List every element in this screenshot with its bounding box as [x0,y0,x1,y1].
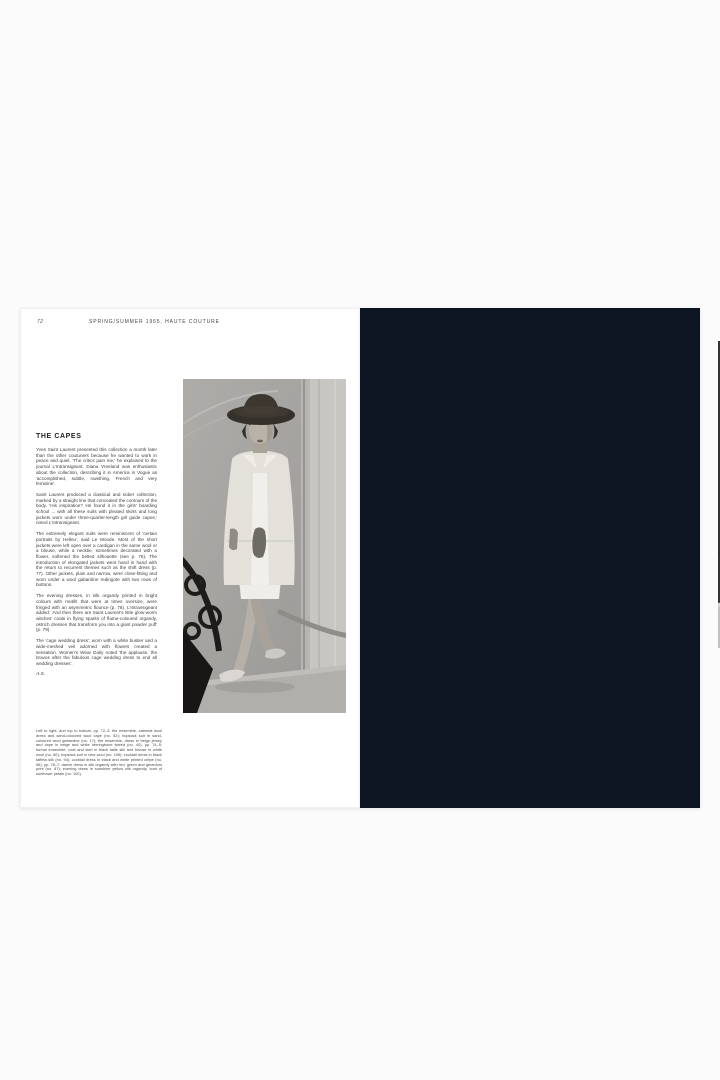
folio-number: 72 [37,319,44,325]
photo-cape-ensemble [183,379,346,713]
author-initials: A.S. [36,671,46,677]
paragraph: The extremely elegant suits were reminiscent of 'certain portraits by Helleu', said Le Monde. Most of the short jackets were left open over a cardigan in the same wool or a blouse, while a necktie, sometimes decorated with a flower, softened the belted silhouette (see p. 76). The introduction of elongated jackets went hand in hand with the return to recurrent themes such as the shift dress (p. 77). Other jackets, plain and narrow, were close-fitting and worn under a wool gabardine redingote with two rows of buttons. [36,531,157,588]
text-column [36,433,157,677]
running-head: SPRING/SUMMER 1965, HAUTE COUTURE [89,319,220,325]
paragraph: The 'cage wedding dress', worn with a white bustier and a wide-meshed veil adorned with flowers created a sensation. Women's Wear Daily noted 'the applause, the bravos after the fabulous cage wedding dress to end all wedding dresses'. [36,638,157,666]
section-heading: THE CAPES [36,433,82,440]
right-page [360,308,700,808]
paragraph: The evening dresses, in silk organdy printed in bright colours with motifs that were at times oversize, were fringed with an asymmetric flounce (p. 78). L'Intransigeant added: 'And then there are Saint Laurent's little glow-worm witches' coats in flying sparks of flame-coloured organdy, ostrich dresses that transform you into a giant powder puff' (p. 79). [36,593,157,633]
paragraph: Yves Saint Laurent presented this collection a month later than the other couturiers because he wanted to work in peace and quiet. 'The critics pain me,' he explained to the journal L'Intransigeant. Diana Vreeland was enthusiastic about the collection, describing it in America in Vogue as 'accomplished, subtle, ravishing, French and very feminine'. [36,447,157,487]
book-spread [20,308,700,808]
photo-caption: Left to right, and top to bottom, pp. 72–3: the ensemble, oatmeal wool dress and sand-coloured wool cape (no. 52); hopsack suit in sand-coloured wool gabardine (no. 17); the ensemble, dress in beige jersey and cape in beige and white herringbone tweed (no. 40), pp. 74–5: formal ensemble, coat and skirt in black faille silk and blouse in white wool (no. 60); hopsack suit in new wool (no. 105); cocktail dress in black taffeta silk (no. 94); cocktail dress in black and white printed crêpe (no. 56), pp. 76–7: dance dress in silk organdy with red, green and geranium print (no. 87); evening dress in sunshine yellow silk organdy, coat of sunflower petals (no. 100). [36,728,162,777]
left-page [20,308,360,808]
paragraph: Saint Laurent produced a classical and sober collection, marked by a straight line that concealed the contours of the body. 'His inspiration? He found it in the girls' boarding school ... with all these suits with pleated skirts and long jackets worn under three-quarter-length girl guide capes,' noted L'Intransigeant. [36,491,157,526]
photo-cape-ensemble-art [183,379,346,713]
